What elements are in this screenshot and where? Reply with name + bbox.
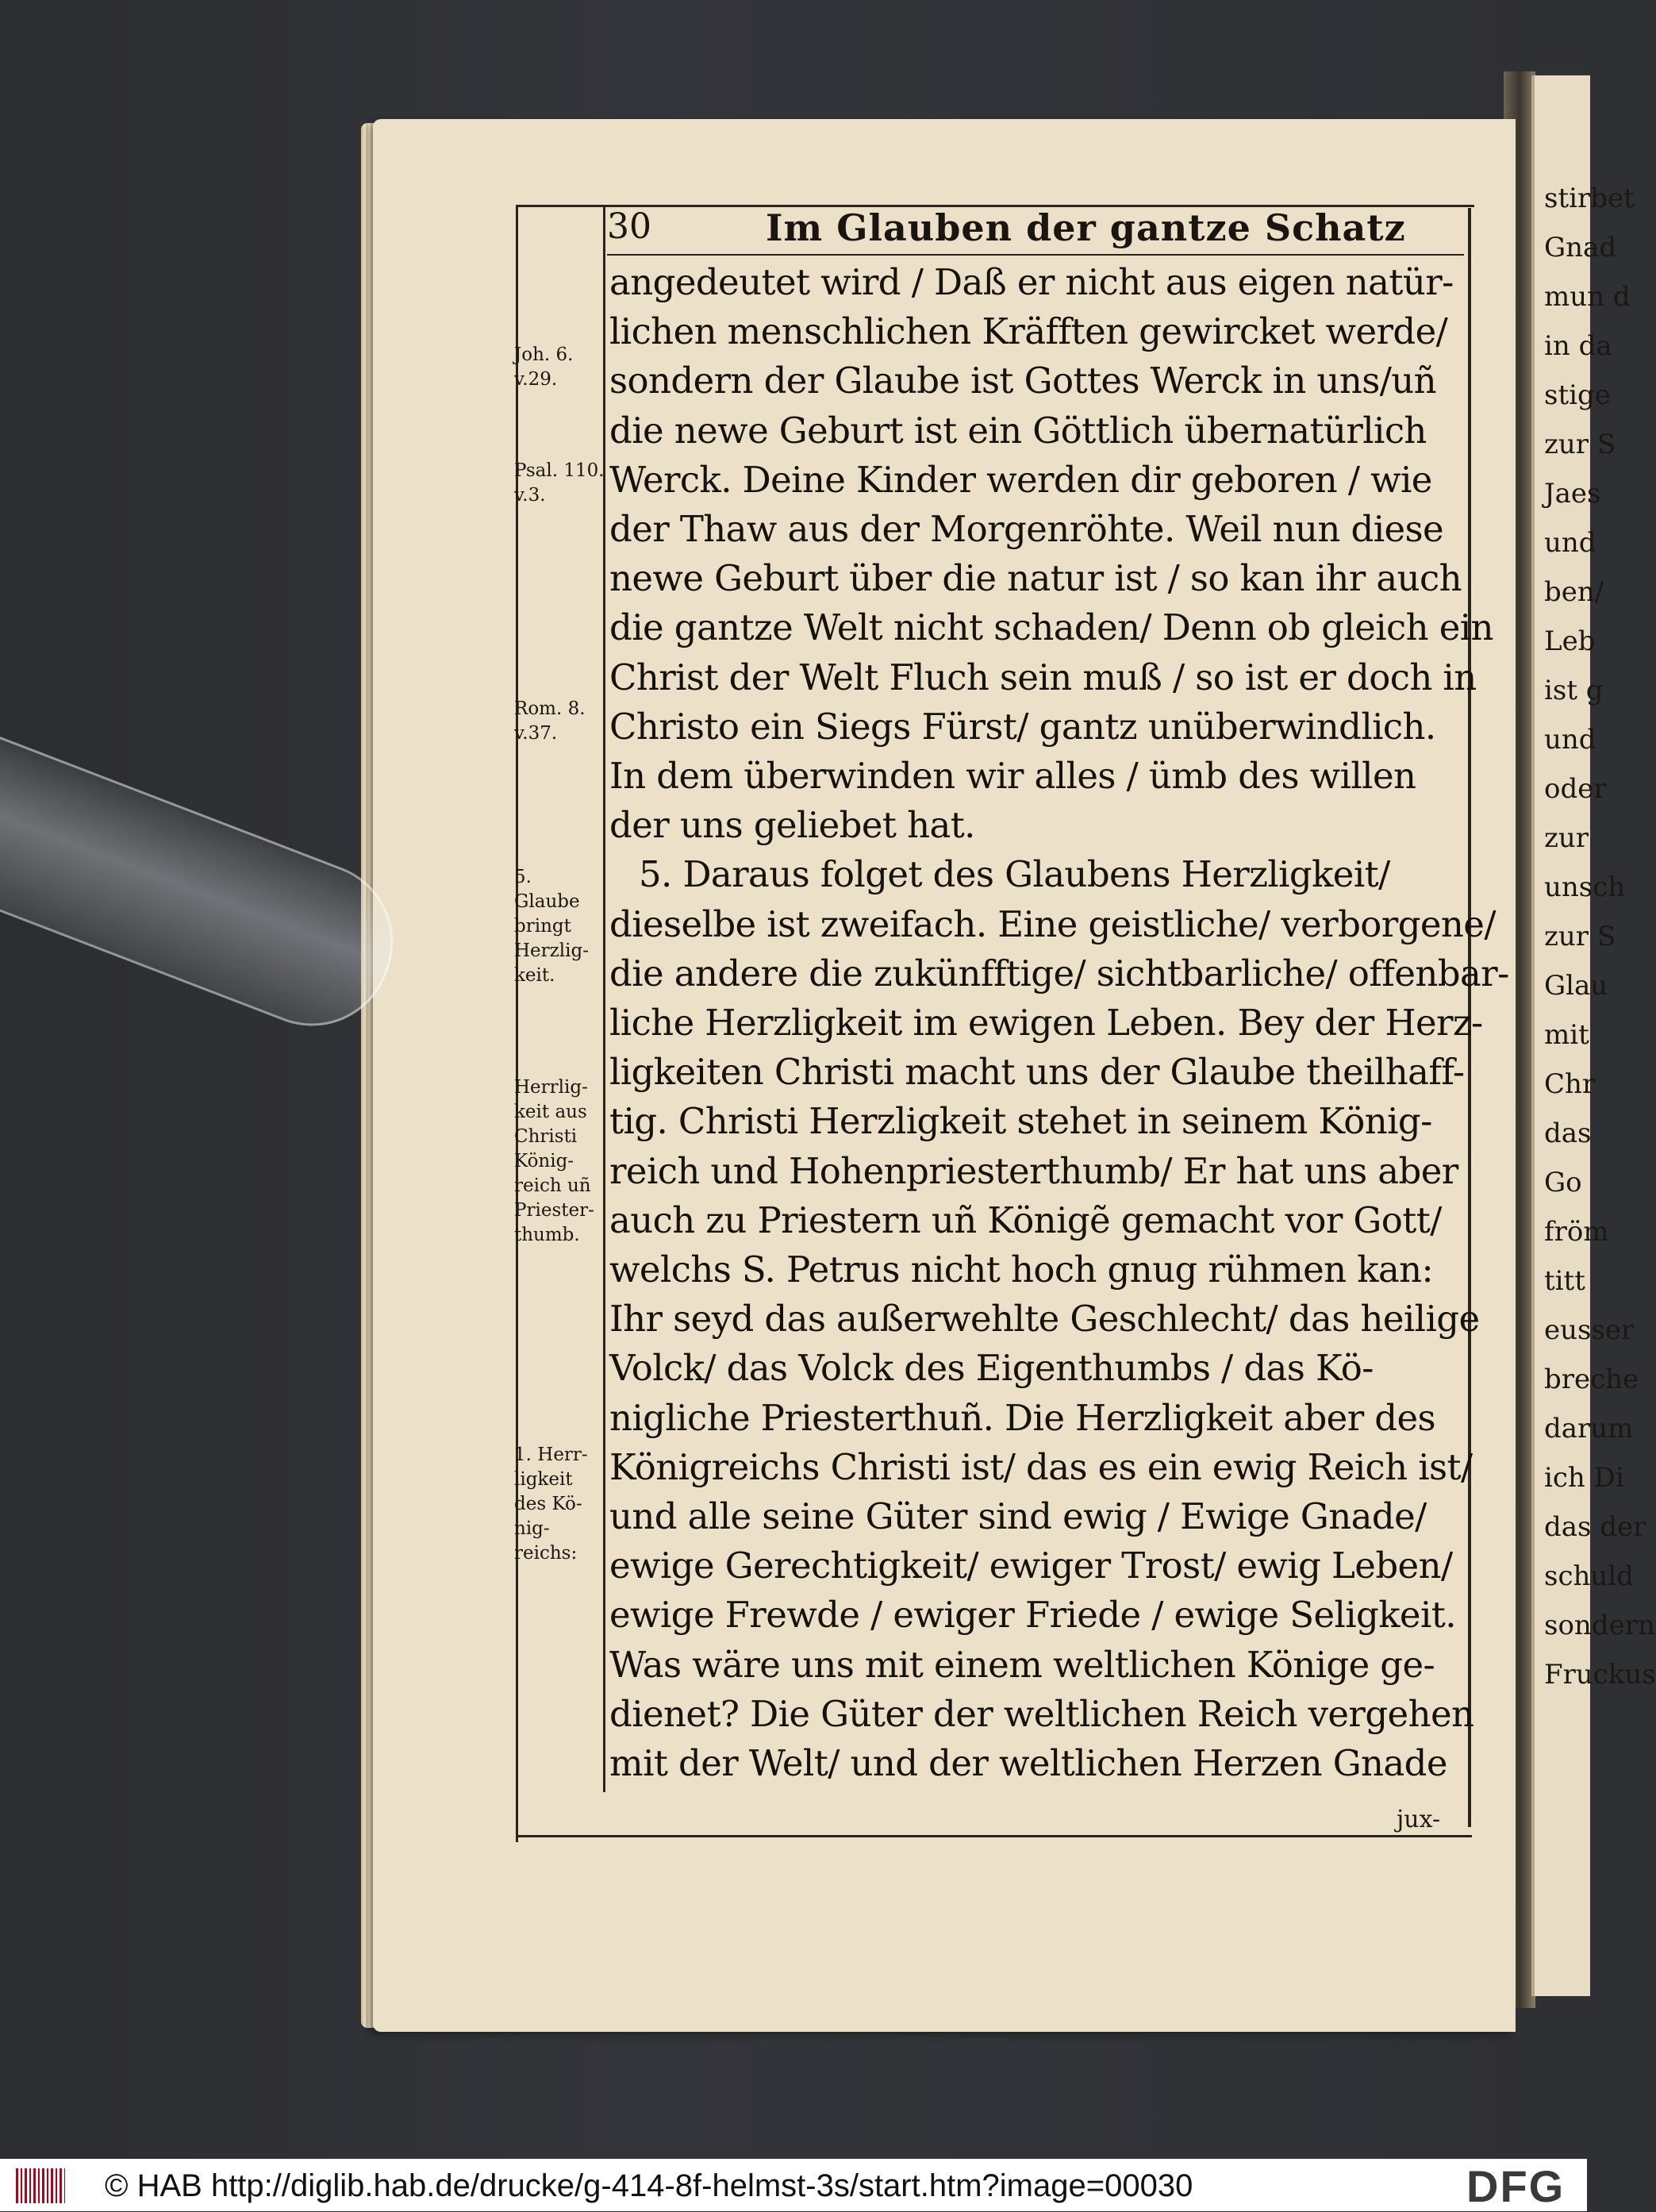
text-line: dieselbe ist zweifach. Eine geistliche/ verborgene/ xyxy=(609,902,1496,945)
text-line: liche Herzligkeit im ewigen Leben. Bey der Herz- xyxy=(609,1002,1483,1044)
facing-page-fragment: eusser xyxy=(1544,1314,1635,1346)
facing-page-fragment: mit xyxy=(1544,1019,1589,1051)
text-line: Christo ein Siegs Fürst/ gantz unüberwindlich. xyxy=(609,705,1436,748)
margin-note-line: Psal. 110. xyxy=(514,460,605,481)
facing-page-fragment: sondern xyxy=(1544,1610,1655,1641)
margin-note-line: nig- xyxy=(514,1518,550,1539)
margin-note-line: v.29. xyxy=(514,369,558,390)
text-line: Christ der Welt Fluch sein muß / so ist er doch in xyxy=(609,656,1477,698)
text-line: auch zu Priestern uñ Königẽ gemacht vor Gott/ xyxy=(609,1198,1442,1241)
margin-note-line: Joh. 6. xyxy=(514,344,574,365)
text-line: In dem überwinden wir alles / ümb des willen xyxy=(609,755,1416,797)
facing-page-fragment: Glau xyxy=(1544,970,1608,1002)
page-number: 30 xyxy=(607,206,651,247)
facing-page-fragment: Gnad xyxy=(1544,232,1617,264)
facing-page-fragment: zur S xyxy=(1544,921,1616,952)
facing-page-fragment: titt xyxy=(1544,1265,1585,1297)
text-line: der uns geliebet hat. xyxy=(609,804,975,847)
facing-page-fragment: unsch xyxy=(1544,871,1626,903)
facing-page xyxy=(1531,75,1656,1996)
text-line: 5. Daraus folget des Glaubens Herzligkeit/ xyxy=(639,853,1390,896)
text-line: ewige Frewde / ewiger Friede / ewige Seligkeit. xyxy=(609,1594,1456,1637)
text-line: ewige Gerechtigkeit/ ewiger Trost/ ewig Leben/ xyxy=(609,1545,1453,1587)
facing-page-fragment: darum xyxy=(1544,1413,1634,1445)
text-line: Was wäre uns mit einem weltlichen Könige ge- xyxy=(609,1643,1435,1686)
margin-note-line: Herzlig- xyxy=(514,941,589,961)
margin-note-line: Herrlig- xyxy=(514,1077,588,1098)
facing-page-fragment: mun d xyxy=(1544,281,1631,313)
margin-note-line: des Kö- xyxy=(514,1494,582,1514)
margin-note-line: ligkeit xyxy=(514,1469,573,1490)
margin-note-line: König- xyxy=(514,1151,574,1171)
copyright-url[interactable]: © HAB http://diglib.hab.de/drucke/g-414-8f-helmst-3s/start.htm?image=00030 xyxy=(105,2168,1193,2203)
text-line: der Thaw aus der Morgenröhte. Weil nun diese xyxy=(609,508,1444,550)
text-line: und alle seine Güter sind ewig / Ewige Gnade/ xyxy=(609,1495,1427,1537)
text-line: die newe Geburt ist ein Göttlich übernatürlich xyxy=(609,409,1427,452)
running-title: Im Glauben der gantze Schatz xyxy=(766,206,1406,249)
barcode-icon xyxy=(16,2168,65,2203)
facing-page-fragment: Chr xyxy=(1544,1068,1596,1100)
bottom-rule xyxy=(516,1835,1472,1837)
text-line: reich und Hohenpriesterthumb/ Er hat uns aber xyxy=(609,1149,1458,1192)
facing-page-fragment: zur xyxy=(1544,822,1589,854)
facing-page-fragment: ist g xyxy=(1544,675,1604,706)
facing-page-fragment: das der xyxy=(1544,1511,1646,1543)
text-line: Königreichs Christi ist/ das es ein ewig Reich ist/ xyxy=(609,1445,1473,1488)
margin-rule xyxy=(603,205,605,1792)
catchword: jux- xyxy=(1397,1806,1441,1833)
facing-page-fragment: schuld xyxy=(1544,1560,1634,1592)
facing-page-fragment: in da xyxy=(1544,330,1612,362)
facing-page-fragment: und xyxy=(1544,527,1596,559)
facing-page-fragment: Go xyxy=(1544,1167,1582,1198)
margin-note-line: v.3. xyxy=(514,485,546,506)
facing-page-fragment: zur S xyxy=(1544,429,1616,460)
margin-note-line: bringt xyxy=(514,916,571,937)
facing-page-fragment: Fruckus xyxy=(1544,1659,1656,1691)
margin-note-line: 5. xyxy=(514,867,532,887)
facing-page-fragment: stirbet xyxy=(1544,183,1635,214)
margin-note-line: Priester- xyxy=(514,1200,594,1221)
facing-page-fragment: ich Di xyxy=(1544,1462,1624,1494)
margin-note-line: reich uñ xyxy=(514,1175,591,1196)
text-line: mit der Welt/ und der weltlichen Herzen Gnade xyxy=(609,1742,1447,1784)
text-line: Ihr seyd das außerwehlte Geschlecht/ das heilige xyxy=(609,1298,1480,1341)
facing-page-fragment: Jaes xyxy=(1544,478,1601,510)
facing-page-fragment: breche xyxy=(1544,1364,1639,1395)
margin-note-line: keit aus xyxy=(514,1102,587,1122)
text-line: die gantze Welt nicht schaden/ Denn ob gleich ein xyxy=(609,606,1493,649)
margin-note-line: reichs: xyxy=(514,1543,578,1564)
text-line: angedeutet wird / Daß er nicht aus eigen natür- xyxy=(609,261,1454,303)
page-header xyxy=(607,205,1464,256)
margin-note-line: v.37. xyxy=(514,723,558,744)
footer-bar xyxy=(0,2159,1587,2211)
text-line: nigliche Priesterthuñ. Die Herzligkeit aber des xyxy=(609,1396,1436,1439)
text-line: welchs S. Petrus nicht hoch gnug rühmen kan: xyxy=(609,1248,1434,1291)
text-line: ligkeiten Christi macht uns der Glaube theilhaff- xyxy=(609,1051,1465,1094)
facing-page-fragment: ben/ xyxy=(1544,576,1604,608)
text-line: tig. Christi Herzligkeit stehet in seinem König- xyxy=(609,1100,1432,1143)
text-line: die andere die zukünfftige/ sichtbarliche/ offenbar- xyxy=(609,952,1509,994)
margin-note-line: 1. Herr- xyxy=(514,1445,588,1465)
facing-page-fragment: oder xyxy=(1544,773,1607,805)
margin-note-line: Christi xyxy=(514,1126,578,1147)
text-line: newe Geburt über die natur ist / so kan ihr auch xyxy=(609,557,1462,600)
facing-page-fragment: stige xyxy=(1544,379,1611,411)
facing-page-fragment: und xyxy=(1544,724,1596,756)
margin-note-line: keit. xyxy=(514,965,555,986)
facing-page-fragment: fröm xyxy=(1544,1216,1609,1248)
text-line: sondern der Glaube ist Gottes Werck in uns/uñ xyxy=(609,360,1437,402)
text-line: Werck. Deine Kinder werden dir geboren / wie xyxy=(609,458,1432,501)
text-line: dienet? Die Güter der weltlichen Reich vergehen xyxy=(609,1692,1474,1735)
margin-note-line: thumb. xyxy=(514,1225,580,1245)
facing-page-fragment: Leb xyxy=(1544,625,1596,657)
margin-note-line: Rom. 8. xyxy=(514,698,586,719)
dfg-logo: DFG xyxy=(1466,2161,1566,2211)
margin-note-line: Glaube xyxy=(514,891,580,912)
text-line: Volck/ das Volck des Eigenthumbs / das Kö- xyxy=(609,1347,1374,1390)
text-line: lichen menschlichen Kräfften gewircket werde/ xyxy=(609,310,1448,353)
facing-page-fragment: das xyxy=(1544,1118,1592,1149)
